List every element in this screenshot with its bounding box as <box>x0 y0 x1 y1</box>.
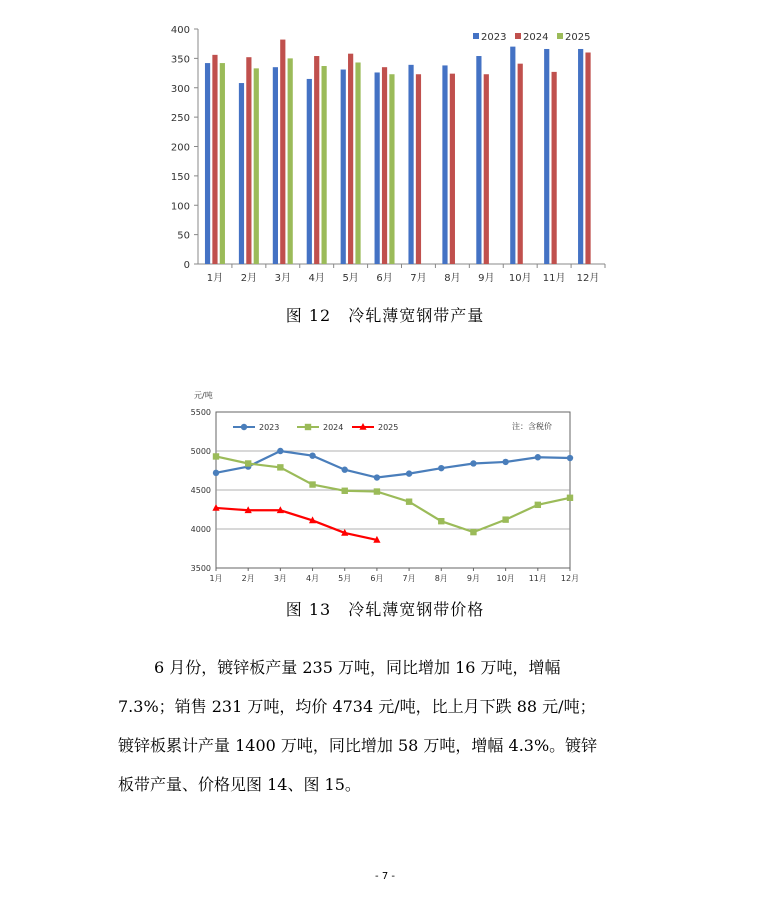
y-tick-label: 4000 <box>190 525 211 534</box>
y-tick-label: 50 <box>177 230 190 242</box>
point-2023 <box>213 470 219 476</box>
x-tick-label: 7月 <box>402 574 416 583</box>
legend-label: 2023 <box>259 423 280 432</box>
x-tick-label: 2月 <box>240 273 258 284</box>
x-tick-label: 6月 <box>370 574 384 583</box>
paragraph-line-4: 板带产量、价格见图 14、图 15。 <box>118 775 361 794</box>
point-2023 <box>309 452 315 458</box>
x-tick-label: 3月 <box>273 574 287 583</box>
point-2024 <box>470 529 476 535</box>
x-tick-label: 10月 <box>496 574 515 583</box>
y-tick-label: 5000 <box>190 447 211 456</box>
legend-label: 2025 <box>378 423 399 432</box>
series-line-2023 <box>216 451 570 478</box>
y-tick-label: 200 <box>170 142 190 154</box>
legend-marker-2024 <box>305 424 311 430</box>
chart-note: 注：含税价 <box>512 422 552 431</box>
y-tick-label: 100 <box>170 201 190 213</box>
x-tick-label: 7月 <box>410 273 427 284</box>
page-number: - 7 - <box>375 871 395 882</box>
series-line-2025 <box>216 508 377 540</box>
point-2023 <box>374 474 380 480</box>
y-tick-label: 5500 <box>190 408 211 417</box>
y-tick-label: 400 <box>170 25 190 36</box>
point-2024 <box>245 460 251 466</box>
zinc-plate-paragraph <box>118 648 658 804</box>
x-tick-label: 8月 <box>444 273 461 284</box>
x-tick-label: 1月 <box>206 273 224 284</box>
y-tick-label: 0 <box>183 260 190 271</box>
series-line-2024 <box>216 456 570 532</box>
point-2023 <box>502 459 508 465</box>
legend-label: 2023 <box>481 32 507 43</box>
point-2024 <box>406 499 412 505</box>
point-2024 <box>438 518 444 524</box>
legend-label: 2024 <box>523 32 549 43</box>
point-2023 <box>342 467 348 473</box>
x-tick-label: 11月 <box>528 574 547 583</box>
x-tick-label: 4月 <box>308 273 325 284</box>
paragraph-line-1: 6 月份，镀锌板产量 235 万吨，同比增加 16 万吨，增幅 <box>154 658 561 677</box>
x-tick-label: 3月 <box>274 273 291 284</box>
x-tick-label: 8月 <box>434 574 448 583</box>
x-tick-label: 10月 <box>508 273 532 284</box>
x-tick-label: 5月 <box>342 273 359 284</box>
x-tick-label: 11月 <box>542 273 566 284</box>
point-2024 <box>213 453 219 459</box>
figure-12-caption: 图 12 冷轧薄宽钢带产量 <box>285 306 485 325</box>
point-2023 <box>438 465 444 471</box>
point-2024 <box>342 488 348 494</box>
point-2024 <box>309 481 315 487</box>
x-tick-label: 1月 <box>209 574 223 583</box>
y-tick-label: 150 <box>170 171 190 183</box>
legend-label: 2025 <box>565 32 591 43</box>
x-tick-label: 12月 <box>560 574 580 583</box>
x-tick-label: 5月 <box>338 574 352 583</box>
x-tick-label: 2月 <box>241 574 255 583</box>
legend-marker-2023 <box>241 424 247 430</box>
x-tick-label: 12月 <box>576 273 600 284</box>
point-2024 <box>535 502 541 508</box>
point-2023 <box>567 455 573 461</box>
y-tick-label: 350 <box>170 54 190 66</box>
legend-label: 2024 <box>323 423 344 432</box>
y-tick-label: 3500 <box>190 564 211 573</box>
paragraph-line-2: 7.3%；销售 231 万吨，均价 4734 元/吨，比上月下跌 88 元/吨； <box>118 697 596 716</box>
point-2023 <box>470 460 476 466</box>
x-tick-label: 9月 <box>478 273 495 284</box>
x-tick-label: 4月 <box>305 574 320 583</box>
x-tick-label: 9月 <box>466 574 481 583</box>
point-2024 <box>277 464 283 470</box>
point-2023 <box>406 470 412 476</box>
figure-13-caption: 图 13 冷轧薄宽钢带价格 <box>285 600 485 619</box>
paragraph-line-3: 镀锌板累计产量 1400 万吨，同比增加 58 万吨，增幅 4.3%。镀锌 <box>118 736 598 755</box>
y-tick-label: 300 <box>170 83 190 95</box>
point-2024 <box>374 488 380 494</box>
point-2023 <box>277 448 283 454</box>
point-2023 <box>535 454 541 460</box>
point-2024 <box>502 516 508 522</box>
x-tick-label: 6月 <box>376 273 393 284</box>
y-axis-unit: 元/吨 <box>194 391 213 400</box>
point-2024 <box>567 495 573 501</box>
y-tick-label: 4500 <box>190 486 211 495</box>
y-tick-label: 250 <box>170 113 190 125</box>
